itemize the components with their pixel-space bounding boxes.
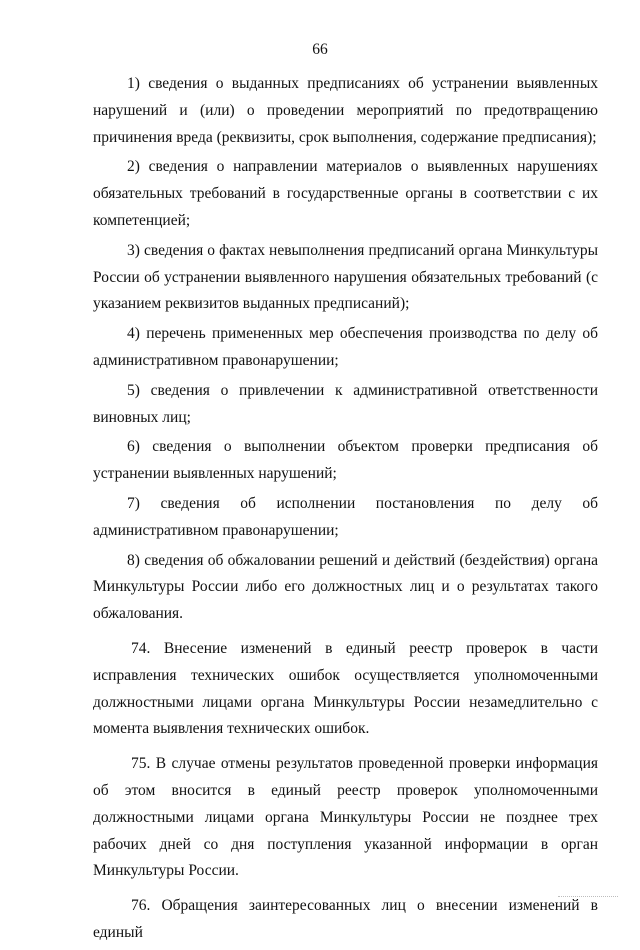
list-item-4: 4) перечень примененных мер обеспечения производства по делу об административном правонарушении; <box>93 325 598 369</box>
clause-75: 75. В случае отмены результатов проведенной проверки информация об этом вносится в единый реестр проверок уполномоченными должностными лицами органа Минкультуры России не позднее трех рабочих дней со дня поступления указанной информации в орган Минкультуры России. <box>93 755 598 880</box>
list-item-2: 2) сведения о направлении материалов о выявленных нарушениях обязательных требований в государственные органы в соответствии с их компетенцией; <box>93 158 598 229</box>
page-number: 66 <box>312 41 328 58</box>
list-item-3: 3) сведения о фактах невыполнения предписаний органа Минкультуры России об устранении выявленного нарушения обязательных требований (с указанием реквизитов выданных предписаний); <box>93 241 598 313</box>
list-item-6: 6) сведения о выполнении объектом проверки предписания об устранении выявленных нарушений; <box>93 438 598 483</box>
list-item-7: 7) сведения об исполнении постановления по делу об административном правонарушении; <box>93 494 598 539</box>
list-item-8: 8) сведения об обжаловании решений и действий (бездействия) органа Минкультуры России либо его должностных лиц и о результатах такого обжалования. <box>93 551 598 623</box>
document-body <box>93 71 598 950</box>
clause-74: 74. Внесение изменений в единый реестр проверок в части исправления технических ошибок осуществляется уполномоченными должностными лицами органа Минкультуры России незамедлительно с момента выявления технических ошибок. <box>93 639 598 738</box>
scan-artifact <box>558 896 618 897</box>
clause-76: 76. Обращения заинтересованных лиц о внесении изменений в единый <box>93 897 598 941</box>
list-item-1: 1) сведения о выданных предписаниях об устранении выявленных нарушений и (или) о проведении мероприятий по предотвращению причинения вреда (реквизиты, срок выполнения, содержание предписания); <box>93 75 598 146</box>
list-item-5: 5) сведения о привлечении к административной ответственности виновных лиц; <box>93 381 598 426</box>
